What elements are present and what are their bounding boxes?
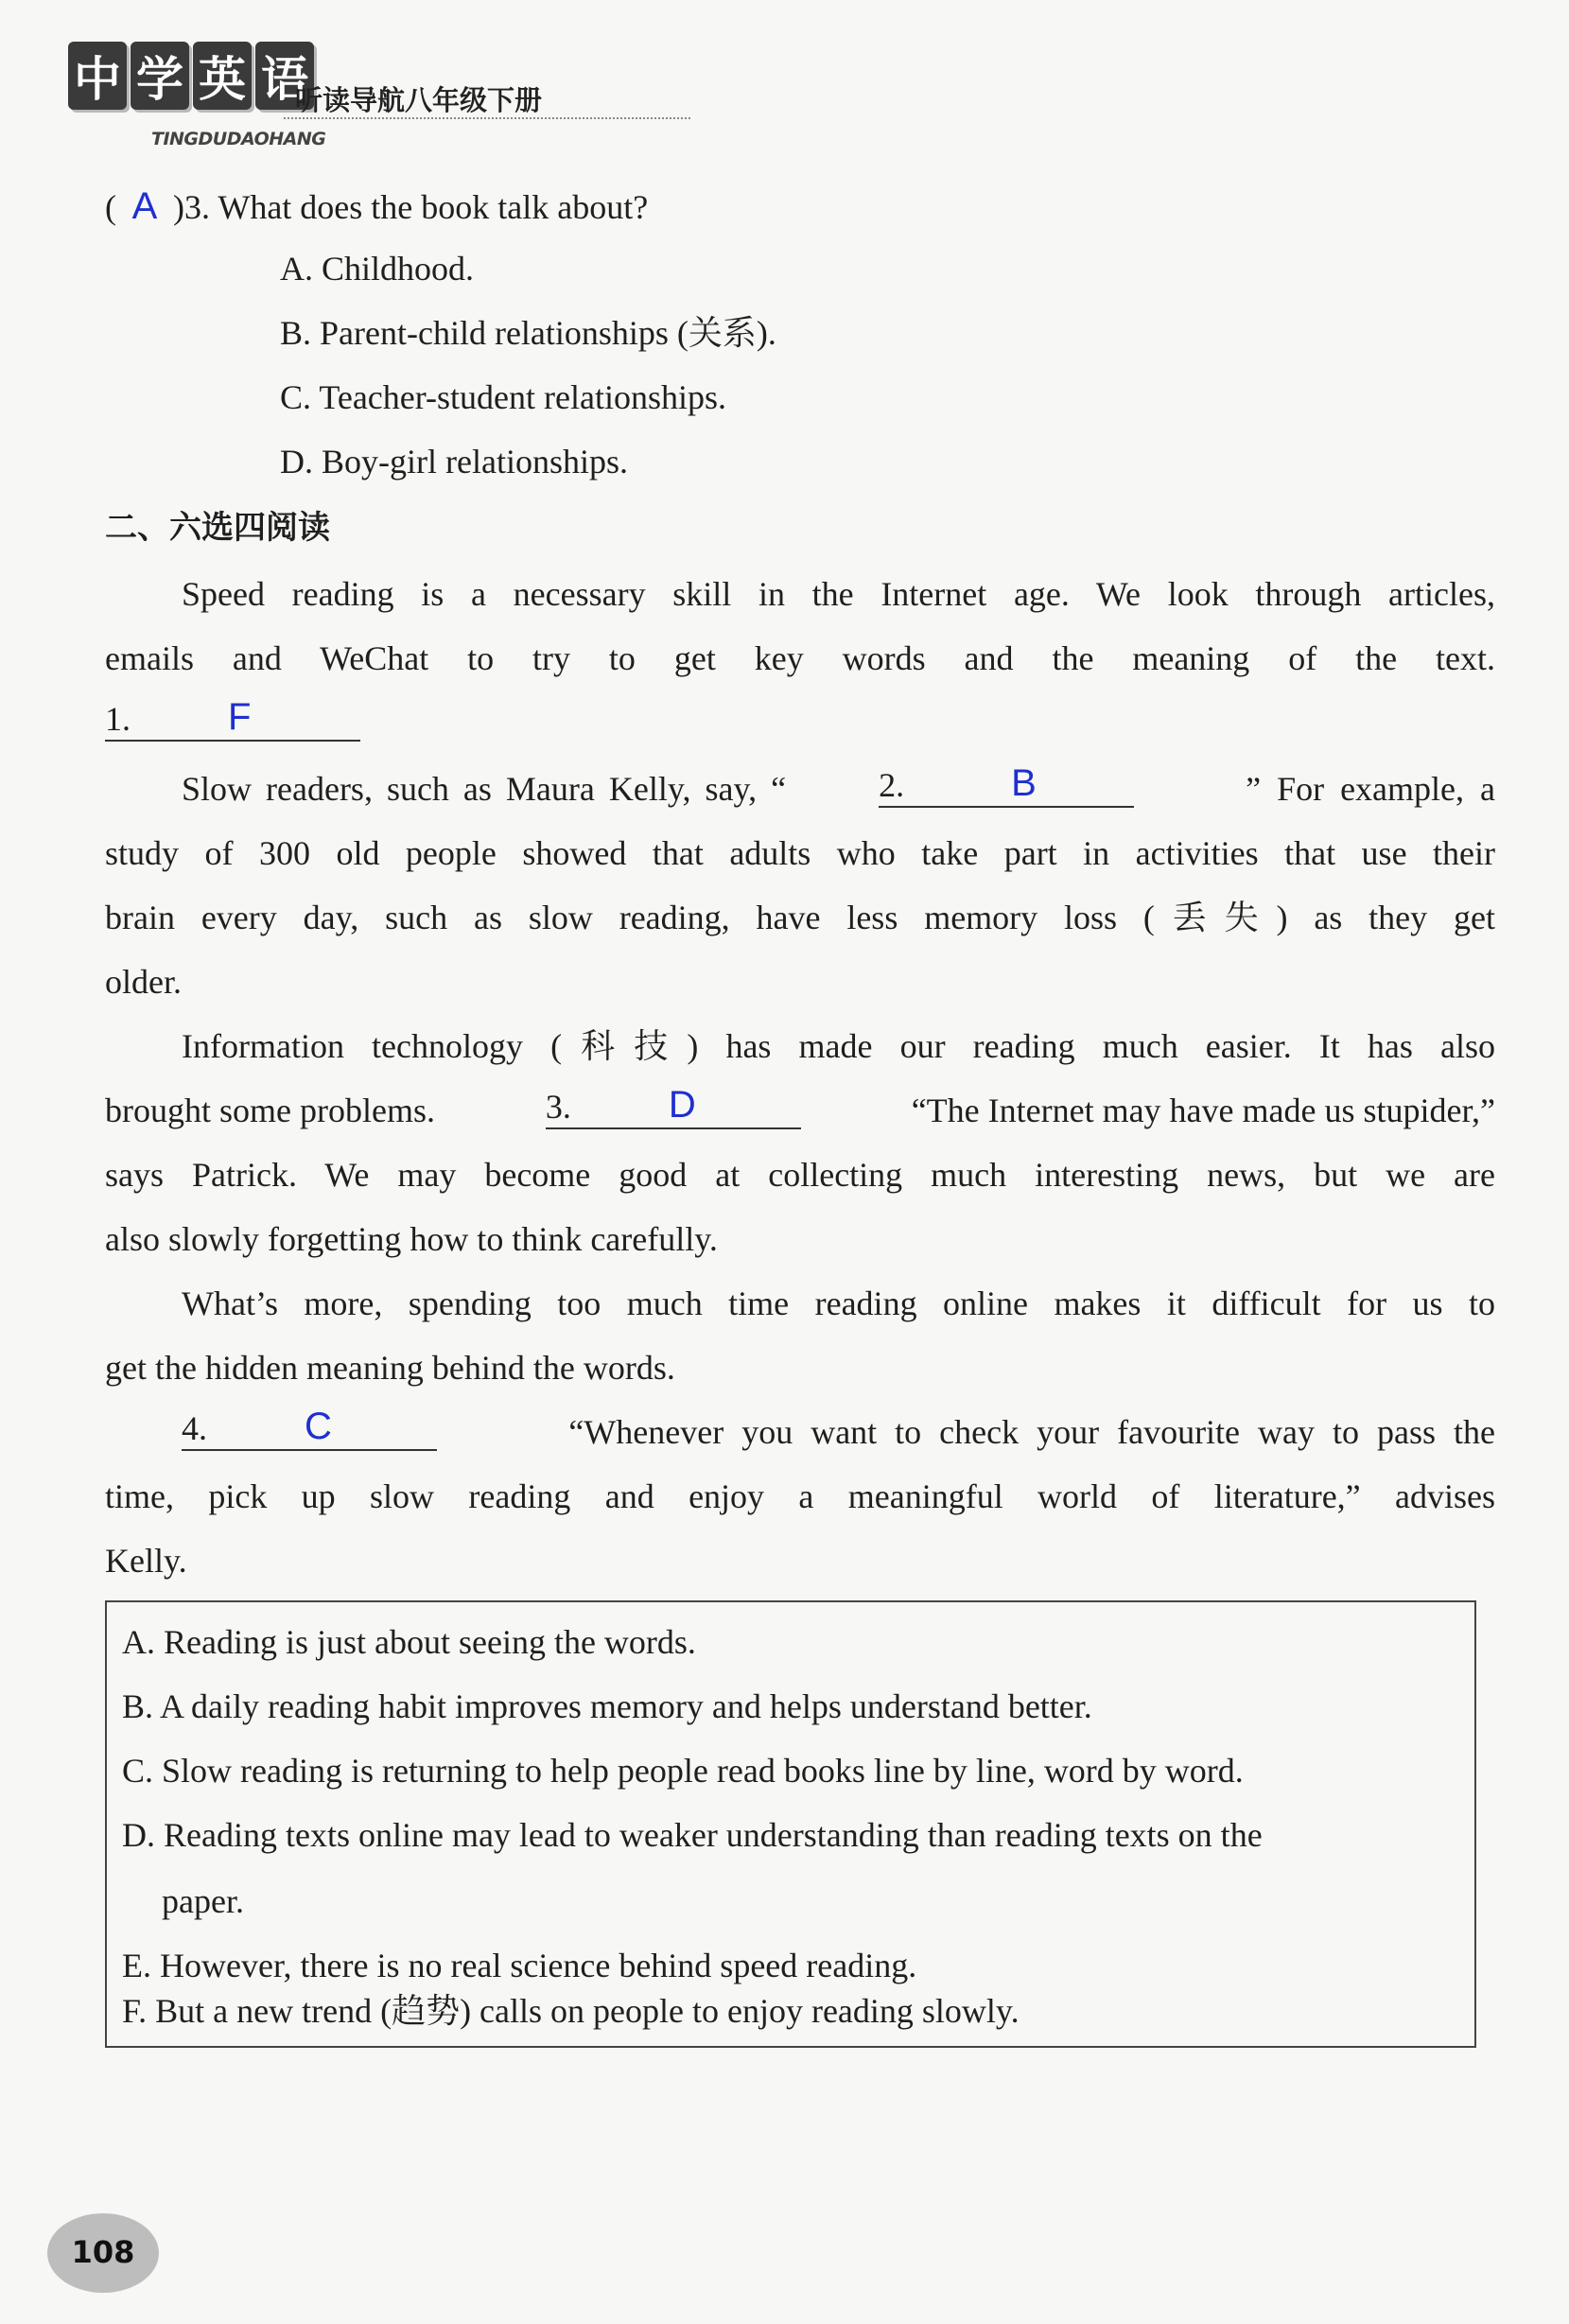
blank-3: 3. D <box>546 1090 801 1129</box>
options-box <box>105 1600 1476 2048</box>
option-d: D. Reading texts online may lead to weaker understanding than reading texts on the <box>122 1816 1263 1854</box>
option-q3-a: A. Childhood. <box>280 250 475 288</box>
blank-1: 1. F <box>105 702 360 751</box>
book-subtitle: 听读导航八年级下册 <box>295 84 543 116</box>
section-title: 二、六选四阅读 <box>105 509 330 547</box>
option-a: A. Reading is just about seeing the words. <box>122 1623 696 1661</box>
passage-line: emails and WeChat to try to get key words and the meaning of the text. <box>105 639 1495 677</box>
logo-char: 中 <box>68 42 127 110</box>
blank-4: 4. C <box>182 1411 437 1451</box>
passage-line: study of 300 old people showed that adults who take part in activities that use their <box>105 834 1495 872</box>
logo-char: 学 <box>131 42 189 110</box>
page-header <box>68 34 636 157</box>
passage-line: brought some problems. 3. D “The Internet may have made us stupider,” <box>105 1084 1495 1129</box>
answer-blank-4: C <box>305 1406 332 1447</box>
answer-q3: A <box>131 185 158 227</box>
passage-line: Information technology (科技) has made our reading much easier. It has also <box>182 1027 1495 1065</box>
passage-line: says Patrick. We may become good at collecting much interesting news, but we are <box>105 1156 1495 1194</box>
option-c: C. Slow reading is returning to help people read books line by line, word by word. <box>122 1752 1244 1790</box>
option-q3-b: B. Parent-child relationships (关系). <box>280 314 776 352</box>
option-q3-d: D. Boy-girl relationships. <box>280 443 628 481</box>
option-q3-c: C. Teacher-student relationships. <box>280 378 726 416</box>
option-e: E. However, there is no real science behind speed reading. <box>122 1947 917 1984</box>
series-logo <box>68 42 318 115</box>
answer-blank-3: D <box>668 1084 696 1126</box>
question-3-stem: ( A )3. What does the book talk about? <box>105 185 649 227</box>
passage-line: Kelly. <box>105 1542 187 1580</box>
option-d-continued: paper. <box>162 1882 244 1920</box>
option-f: F. But a new trend (趋势) calls on people to enjoy reading slowly. <box>122 1992 1020 2030</box>
logo-char: 语 <box>255 42 314 110</box>
passage-line: also slowly forgetting how to think carefully. <box>105 1220 718 1258</box>
passage-line: 4. C “Whenever you want to check your favourite way to pass the <box>182 1406 1495 1451</box>
series-pinyin: TINGDUDAOHANG <box>151 129 326 149</box>
answer-blank-1: F <box>228 696 252 738</box>
passage-line: Speed reading is a necessary skill in the Internet age. We look through articles, <box>182 575 1495 613</box>
blank-2: 2. B <box>879 768 1134 808</box>
option-b: B. A daily reading habit improves memory and helps understand better. <box>122 1687 1092 1725</box>
passage-line: What’s more, spending too much time reading online makes it difficult for us to <box>182 1284 1495 1322</box>
answer-blank-2: B <box>1011 762 1037 804</box>
passage-line: Slow readers, such as Maura Kelly, say, “ 2. B ” For example, a <box>182 762 1495 808</box>
page-number: 108 <box>71 2234 135 2270</box>
passage-line: older. <box>105 963 182 1001</box>
passage-line: get the hidden meaning behind the words. <box>105 1349 675 1387</box>
passage-line: brain every day, such as slow reading, have less memory loss (丢失) as they get <box>105 899 1495 936</box>
header-divider <box>284 117 690 119</box>
passage-line: time, pick up slow reading and enjoy a meaningful world of literature,” advises <box>105 1477 1495 1515</box>
logo-char: 英 <box>193 42 252 110</box>
